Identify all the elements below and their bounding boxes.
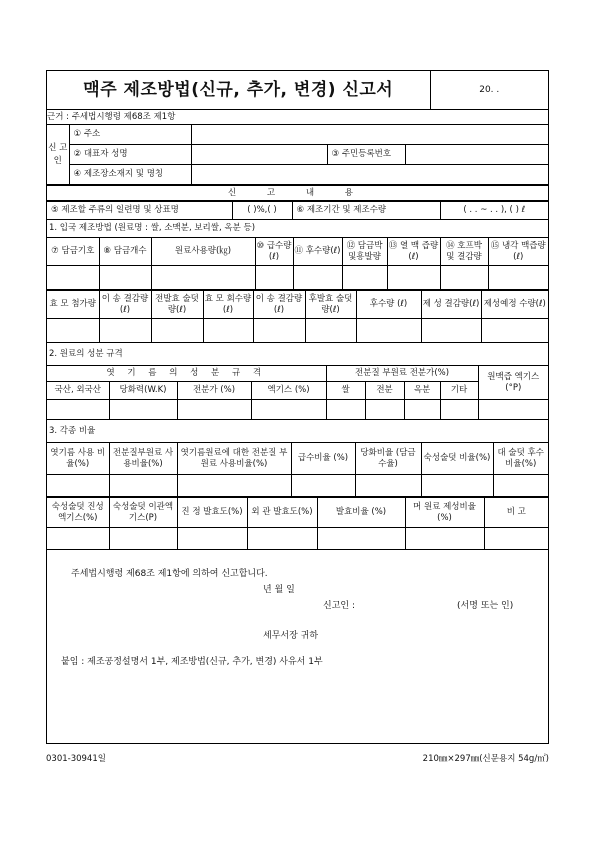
s1b-header-1: 이 송 결감량(ℓ) (99, 291, 151, 319)
malt-spec-header: 엿 기 름 의 성 분 규 격 (47, 366, 326, 382)
s1a-input-6[interactable] (387, 266, 440, 290)
s1a-input-2[interactable] (151, 266, 255, 290)
s1b-header-3: 효 모 회수량(ℓ) (203, 291, 253, 319)
s3b-input-6[interactable] (484, 528, 548, 550)
s2-col-5: 전분 (365, 382, 404, 400)
declaration-area (47, 550, 548, 670)
s1a-header-3: ⑩ 급수량(ℓ) (255, 238, 293, 266)
s3a-header-1: 전분질부원료 사용비율(%) (109, 443, 177, 475)
s2-input-4[interactable] (326, 400, 365, 420)
s1a-input-1[interactable] (99, 266, 151, 290)
s2-input-1[interactable] (109, 400, 177, 420)
section2-table (47, 365, 548, 420)
s1a-header-2: 원료사용량(㎏) (151, 238, 255, 266)
rep-name-label: ② 대표자 성명 (69, 145, 191, 165)
report-row-table (47, 201, 548, 220)
s2-col-6: 옥분 (404, 382, 440, 400)
s3b-input-1[interactable] (109, 528, 177, 550)
s3b-input-0[interactable] (47, 528, 109, 550)
wort-extract-header: 원맥즙 엑기스(°P) (478, 366, 548, 400)
period-field[interactable]: ( . . ~ . . ), ( ) ℓ (440, 202, 548, 220)
s1a-header-6: ⑬ 열 맥 즙량(ℓ) (387, 238, 440, 266)
s2-input-2[interactable] (177, 400, 251, 420)
section3-title: 3. 각종 비율 (49, 426, 96, 436)
s2-col-2: 전분가 (%) (177, 382, 251, 400)
report-header: 신 고 내 용 (47, 186, 548, 201)
resident-no-label: ③ 주민등록번호 (327, 145, 405, 165)
s2-input-6[interactable] (404, 400, 440, 420)
section3-table-a (47, 442, 548, 497)
s3a-input-5[interactable] (421, 475, 493, 497)
s3b-header-4: 발효비율 (%) (317, 498, 405, 528)
s3a-header-0: 엿기름 사용 비율(%) (47, 443, 109, 475)
s1b-input-8[interactable] (481, 319, 548, 343)
section1-title: 1. 입국 제조방법 (원료명 : 쌀, 소맥분, 보리쌀, 옥분 등) (49, 223, 256, 233)
abv-field[interactable]: ( )%,( ) (232, 202, 292, 220)
s2-col-1: 당화력(W.K) (109, 382, 177, 400)
reporter-label: 신고인 : (323, 601, 355, 611)
declaration-statement: 주세법시행령 제68조 제1항에 의하여 신고합니다. (71, 569, 268, 579)
s3a-header-5: 숙성술덧 비율(%) (421, 443, 493, 475)
s3b-header-6: 비 고 (484, 498, 548, 528)
s3b-header-3: 외 관 발효도(%) (247, 498, 317, 528)
paper-spec: 210㎜×297㎜(신문용지 54g/㎡) (422, 754, 549, 764)
section2-title: 2. 원료의 성분 규격 (49, 349, 123, 359)
s1b-header-8: 제성예정 수량(ℓ) (481, 291, 548, 319)
starch-header: 전분질 부원료 전분가(%) (326, 366, 478, 382)
s1b-input-1[interactable] (99, 319, 151, 343)
date-field[interactable]: 20. . (430, 71, 548, 110)
s1b-input-6[interactable] (356, 319, 421, 343)
s3a-input-4[interactable] (355, 475, 421, 497)
s2-col-7: 기타 (440, 382, 478, 400)
s2-col-3: 엑기스 (%) (251, 382, 326, 400)
s3a-input-1[interactable] (109, 475, 177, 497)
declaration-date[interactable]: 년 월 일 (263, 585, 295, 595)
s2-col-4: 쌀 (326, 382, 365, 400)
s3a-input-6[interactable] (493, 475, 548, 497)
s1b-header-2: 전발효 술덧량(ℓ) (151, 291, 203, 319)
s2-input-0[interactable] (47, 400, 109, 420)
s3b-input-4[interactable] (317, 528, 405, 550)
form-title: 맥주 제조방법(신규, 추가, 변경) 신고서 (47, 71, 430, 110)
attachment-note: 붙임 : 제조공정설명서 1부, 제조방법(신규, 추가, 변경) 사유서 1부 (61, 657, 323, 667)
address-field[interactable] (191, 125, 548, 145)
factory-label: ④ 제조장소재지 및 명칭 (69, 165, 191, 185)
s1b-input-0[interactable] (47, 319, 99, 343)
s1a-input-5[interactable] (342, 266, 387, 290)
s3a-header-3: 급수비율 (%) (291, 443, 355, 475)
report-header-table (47, 185, 548, 201)
form-code: 0301-30941일 (46, 754, 106, 764)
s1b-input-2[interactable] (151, 319, 203, 343)
s3a-input-2[interactable] (177, 475, 291, 497)
s3b-header-1: 숙성술덧 이관엑기스(P) (109, 498, 177, 528)
section1-table-a (47, 237, 548, 290)
s1b-input-7[interactable] (421, 319, 481, 343)
section1-table-b (47, 290, 548, 343)
s1a-header-1: ⑧ 담금개수 (99, 238, 151, 266)
s1a-header-4: ⑪ 후수량(ℓ) (293, 238, 342, 266)
section3-table-b (47, 497, 548, 550)
s1b-header-7: 제 성 결감량(ℓ) (421, 291, 481, 319)
s1b-input-5[interactable] (305, 319, 356, 343)
s1a-header-0: ⑦ 담금기호 (47, 238, 99, 266)
s1a-header-8: ⑮ 냉각 맥즙량(ℓ) (488, 238, 548, 266)
form-frame (46, 70, 549, 744)
s1a-input-3[interactable] (255, 266, 293, 290)
brand-label: ⑤ 제조할 주류의 일련명 및 상표명 (47, 202, 232, 220)
rep-name-field[interactable] (191, 145, 327, 165)
s1b-header-6: 후수량 (ℓ) (356, 291, 421, 319)
s1b-header-4: 이 송 결감량(ℓ) (253, 291, 305, 319)
s3a-input-0[interactable] (47, 475, 109, 497)
s2-input-8[interactable] (478, 400, 548, 420)
s3b-input-2[interactable] (177, 528, 247, 550)
s3a-header-4: 당화비율 (담금수율) (355, 443, 421, 475)
title-table (47, 71, 548, 110)
s2-input-7[interactable] (440, 400, 478, 420)
address-label: ① 주소 (69, 125, 191, 145)
s1b-input-4[interactable] (253, 319, 305, 343)
s1b-input-3[interactable] (203, 319, 253, 343)
s1b-header-5: 후발효 술덧량(ℓ) (305, 291, 356, 319)
s1a-input-4[interactable] (293, 266, 342, 290)
s3b-input-5[interactable] (405, 528, 484, 550)
s3b-header-0: 숙성술덧 진성엑기스(%) (47, 498, 109, 528)
s3a-header-6: 대 술덧 후수 비율(%) (493, 443, 548, 475)
s2-input-3[interactable] (251, 400, 326, 420)
s3a-header-2: 엿기름원료에 대한 전분질 부원료 사용비율(%) (177, 443, 291, 475)
recipient: 세무서장 귀하 (263, 631, 319, 641)
s3b-input-3[interactable] (247, 528, 317, 550)
s2-col-0: 국산, 외국산 (47, 382, 109, 400)
period-label: ⑥ 제조기간 및 제조수량 (292, 202, 440, 220)
resident-no-field[interactable] (405, 145, 548, 165)
s3a-input-3[interactable] (291, 475, 355, 497)
s1a-input-7[interactable] (440, 266, 488, 290)
s3b-header-2: 진 정 발효도(%) (177, 498, 247, 528)
s1b-header-0: 효 모 첨가량 (47, 291, 99, 319)
s3b-header-5: 머 원료 제성비율(%) (405, 498, 484, 528)
s1a-header-7: ⑭ 호프박 및 결감량 (440, 238, 488, 266)
applicant-table (47, 124, 548, 185)
applicant-group-label: 신 고 인 (47, 125, 69, 185)
s1a-input-8[interactable] (488, 266, 548, 290)
s1a-input-0[interactable] (47, 266, 99, 290)
factory-field[interactable] (191, 165, 548, 185)
signature-field[interactable]: (서명 또는 인) (457, 601, 514, 611)
s2-input-5[interactable] (365, 400, 404, 420)
s1a-header-5: ⑫ 담금박 및흥발량 (342, 238, 387, 266)
legal-basis: 근거 : 주세법시행령 제68조 제1항 (47, 112, 176, 122)
